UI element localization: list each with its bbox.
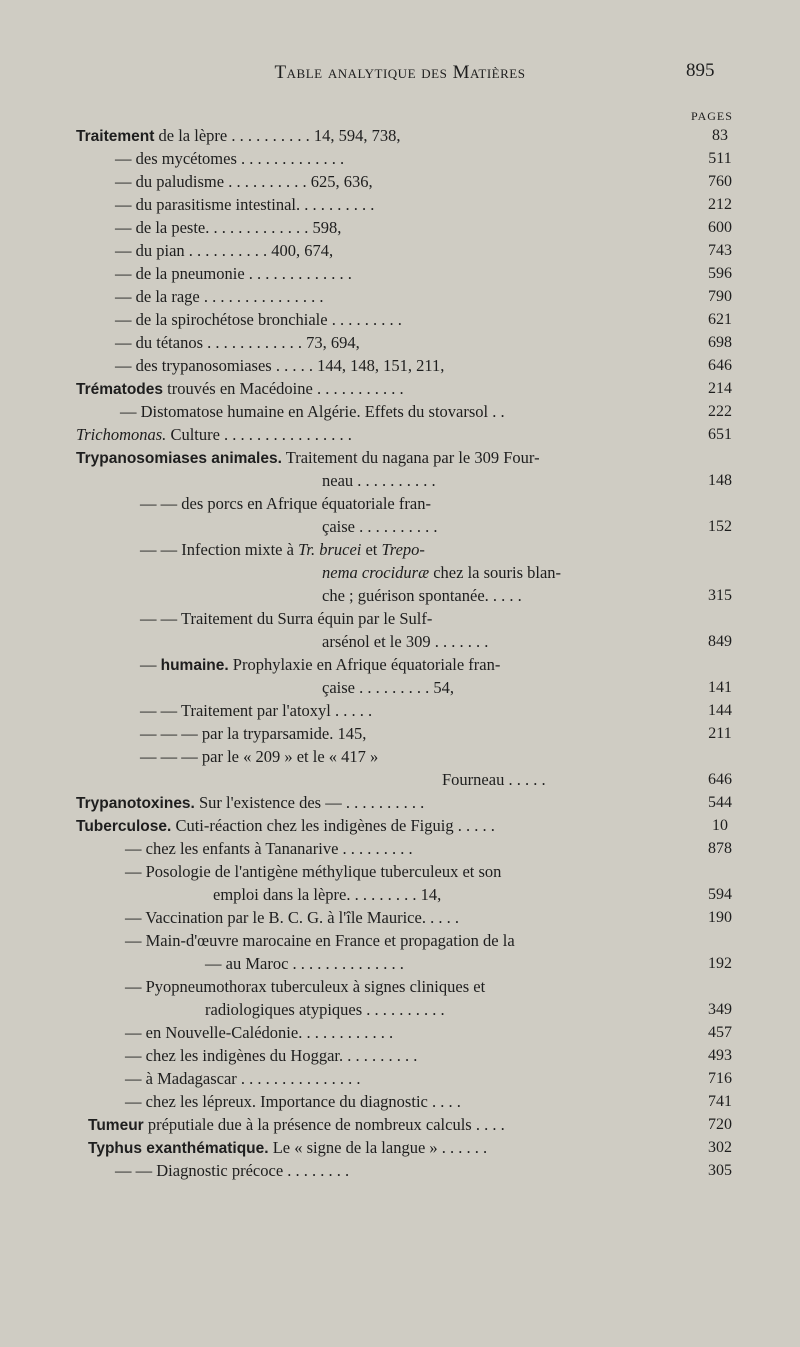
index-line xyxy=(125,906,459,930)
page-reference: 493 xyxy=(708,1047,732,1064)
entry-heading: Traitement xyxy=(76,128,155,145)
page-reference: 222 xyxy=(708,403,732,420)
index-line xyxy=(322,630,488,654)
index-line xyxy=(115,1159,349,1183)
page-reference: 878 xyxy=(708,840,732,857)
index-line xyxy=(115,331,360,355)
entry-text: — chez les indigènes du Hoggar. . . . . . . . . . xyxy=(125,1046,418,1065)
entry-text: — en Nouvelle-Calédonie. . . . . . . . . . . . xyxy=(125,1023,394,1042)
page-reference: 190 xyxy=(708,909,732,926)
index-line xyxy=(322,676,454,700)
index-line xyxy=(125,1090,461,1114)
entry-heading: humaine. xyxy=(160,657,229,674)
entry-text: — du parasitisme intestinal. . . . . . . . . . xyxy=(115,195,375,214)
index-line xyxy=(88,1136,487,1160)
index-line xyxy=(76,814,495,838)
index-line xyxy=(125,1021,393,1045)
index-line xyxy=(115,354,444,378)
index-line xyxy=(88,1113,505,1137)
page-reference: 760 xyxy=(708,173,732,190)
page-reference: 698 xyxy=(708,334,732,351)
page-reference: 511 xyxy=(708,150,732,167)
entry-text: — de la pneumonie . . . . . . . . . . . . . xyxy=(115,264,352,283)
entry-text: — — — par le « 209 » et le « 417 » xyxy=(140,747,379,766)
entry-text: — Posologie de l'antigène méthylique tuberculeux et son xyxy=(125,862,502,881)
italic-term: nema crociduræ xyxy=(322,563,430,582)
page-reference: 83 xyxy=(712,127,728,144)
index-line xyxy=(125,1067,361,1091)
page-reference: 790 xyxy=(708,288,732,305)
page-reference: 10 xyxy=(712,817,728,834)
entry-text: arsénol et le 309 . . . . . . . xyxy=(322,632,489,651)
entry-text: Culture . . . . . . . . . . . . . . . . xyxy=(166,425,352,444)
index-line xyxy=(140,492,431,516)
entry-heading: Trématodes xyxy=(76,381,164,398)
index-line xyxy=(76,791,424,815)
page-reference: 211 xyxy=(708,725,732,742)
entry-text: — du pian . . . . . . . . . . 400, 674, xyxy=(115,241,334,260)
index-line xyxy=(76,423,352,447)
page-number: 895 xyxy=(686,60,715,81)
index-line xyxy=(125,975,485,999)
entry-text: — xyxy=(140,655,161,674)
page-reference: 212 xyxy=(708,196,732,213)
entry-text: — Main-d'œuvre marocaine en France et propagation de la xyxy=(125,931,515,950)
page-reference: 741 xyxy=(708,1093,732,1110)
entry-text: neau . . . . . . . . . . xyxy=(322,471,436,490)
index-line xyxy=(76,377,404,401)
index-line xyxy=(322,469,436,493)
italic-term: Trichomonas. xyxy=(76,425,167,444)
page-reference: 315 xyxy=(708,587,732,604)
index-line xyxy=(115,285,324,309)
entry-text: — du tétanos . . . . . . . . . . . . 73, 694, xyxy=(115,333,360,352)
entry-text: chez la souris blan- xyxy=(429,563,562,582)
entry-text: préputiale due à la présence de nombreux calculs . . . . xyxy=(143,1115,505,1134)
index-line xyxy=(115,147,344,171)
entry-text: — chez les enfants à Tananarive . . . . . . . . . xyxy=(125,839,413,858)
entry-text: de la lèpre . . . . . . . . . . 14, 594, 738, xyxy=(154,126,401,145)
index-line xyxy=(213,883,441,907)
entry-text: et xyxy=(361,540,382,559)
entry-text: — du paludisme . . . . . . . . . . 625, 636, xyxy=(115,172,373,191)
page-reference: 148 xyxy=(708,472,732,489)
entry-text: çaise . . . . . . . . . . xyxy=(322,517,438,536)
italic-term: Trepo- xyxy=(381,540,425,559)
index-line xyxy=(125,1044,417,1068)
index-line xyxy=(115,193,374,217)
index-line xyxy=(140,722,366,746)
page-reference: 600 xyxy=(708,219,732,236)
page-reference: 646 xyxy=(708,357,732,374)
entry-text: Fourneau . . . . . xyxy=(442,770,546,789)
entry-text: çaise . . . . . . . . . 54, xyxy=(322,678,454,697)
index-line xyxy=(140,653,500,677)
entry-text: — — — par la tryparsamide. 145, xyxy=(140,724,367,743)
page-reference: 544 xyxy=(708,794,732,811)
page-reference: 596 xyxy=(708,265,732,282)
page-reference: 141 xyxy=(708,679,732,696)
index-line xyxy=(76,446,540,470)
index-line xyxy=(125,860,501,884)
index-line xyxy=(125,929,515,953)
entry-text: — des mycétomes . . . . . . . . . . . . . xyxy=(115,149,345,168)
entry-text: — — Diagnostic précoce . . . . . . . . xyxy=(115,1161,350,1180)
entry-text: Le « signe de la langue » . . . . . . xyxy=(268,1138,488,1157)
entry-text: — des trypanosomiases . . . . . 144, 148, 151, 211, xyxy=(115,356,445,375)
page-reference: 305 xyxy=(708,1162,732,1179)
entry-text: — de la spirochétose bronchiale . . . . . . . . . xyxy=(115,310,402,329)
entry-text: — Pyopneumothorax tuberculeux à signes cliniques et xyxy=(125,977,486,996)
index-line xyxy=(115,262,352,286)
entry-text: — — Infection mixte à xyxy=(140,540,299,559)
page-reference: 457 xyxy=(708,1024,732,1041)
index-line xyxy=(115,308,402,332)
entry-text: — Vaccination par le B. C. G. à l'île Maurice. . . . . xyxy=(125,908,459,927)
entry-text: che ; guérison spontanée. . . . . xyxy=(322,586,522,605)
pages-column-label: PAGES xyxy=(691,109,733,123)
index-line xyxy=(140,538,425,562)
page-reference: 743 xyxy=(708,242,732,259)
entry-heading: Tumeur xyxy=(88,1117,144,1134)
index-line xyxy=(205,952,404,976)
index-line xyxy=(115,216,341,240)
entry-text: — Distomatose humaine en Algérie. Effets du stovarsol . . xyxy=(120,402,505,421)
page-reference: 621 xyxy=(708,311,732,328)
entry-text: — de la rage . . . . . . . . . . . . . . . xyxy=(115,287,324,306)
entry-text: — chez les lépreux. Importance du diagnostic . . . . xyxy=(125,1092,461,1111)
page-reference: 849 xyxy=(708,633,732,650)
index-line xyxy=(140,745,378,769)
entry-heading: Tuberculose. xyxy=(76,818,172,835)
page-reference: 716 xyxy=(708,1070,732,1087)
italic-term: Tr. brucei xyxy=(298,540,362,559)
entry-text: — de la peste. . . . . . . . . . . . . 598, xyxy=(115,218,342,237)
index-line xyxy=(76,124,400,148)
page-reference: 646 xyxy=(708,771,732,788)
index-line xyxy=(442,768,546,792)
index-line xyxy=(115,170,373,194)
entry-text: — — des porcs en Afrique équatoriale fran- xyxy=(140,494,431,513)
index-line xyxy=(322,561,561,585)
page-reference: 594 xyxy=(708,886,732,903)
index-line xyxy=(322,515,437,539)
entry-text: Cuti-réaction chez les indigènes de Figuig . . . . . xyxy=(171,816,495,835)
entry-heading: Trypanotoxines. xyxy=(76,795,195,812)
entry-text: trouvés en Macédoine . . . . . . . . . . . xyxy=(163,379,404,398)
entry-heading: Typhus exanthématique. xyxy=(88,1140,269,1157)
page-reference: 651 xyxy=(708,426,732,443)
index-line xyxy=(140,699,372,723)
index-line xyxy=(322,584,522,608)
page-reference: 192 xyxy=(708,955,732,972)
index-line xyxy=(125,837,413,861)
page-reference: 144 xyxy=(708,702,732,719)
page-reference: 349 xyxy=(708,1001,732,1018)
running-header-title: Table analytique des Matières xyxy=(274,62,526,83)
index-line xyxy=(205,998,445,1022)
index-line xyxy=(120,400,505,424)
page-reference: 720 xyxy=(708,1116,732,1133)
entry-text: Sur l'existence des — . . . . . . . . . . xyxy=(194,793,425,812)
entry-text: emploi dans la lèpre. . . . . . . . . 14, xyxy=(213,885,442,904)
page-reference: 214 xyxy=(708,380,732,397)
index-line xyxy=(115,239,333,263)
entry-text: — au Maroc . . . . . . . . . . . . . . xyxy=(205,954,404,973)
index-line xyxy=(140,607,432,631)
entry-text: — à Madagascar . . . . . . . . . . . . . . . xyxy=(125,1069,361,1088)
entry-text: — — Traitement du Surra équin par le Sulf- xyxy=(140,609,433,628)
entry-text: radiologiques atypiques . . . . . . . . . . xyxy=(205,1000,445,1019)
entry-heading: Trypanosomiases animales. xyxy=(76,450,282,467)
entry-text: Prophylaxie en Afrique équatoriale fran- xyxy=(228,655,501,674)
entry-text: — — Traitement par l'atoxyl . . . . . xyxy=(140,701,373,720)
page-reference: 302 xyxy=(708,1139,732,1156)
entry-text: Traitement du nagana par le 309 Four- xyxy=(281,448,540,467)
page-reference: 152 xyxy=(708,518,732,535)
